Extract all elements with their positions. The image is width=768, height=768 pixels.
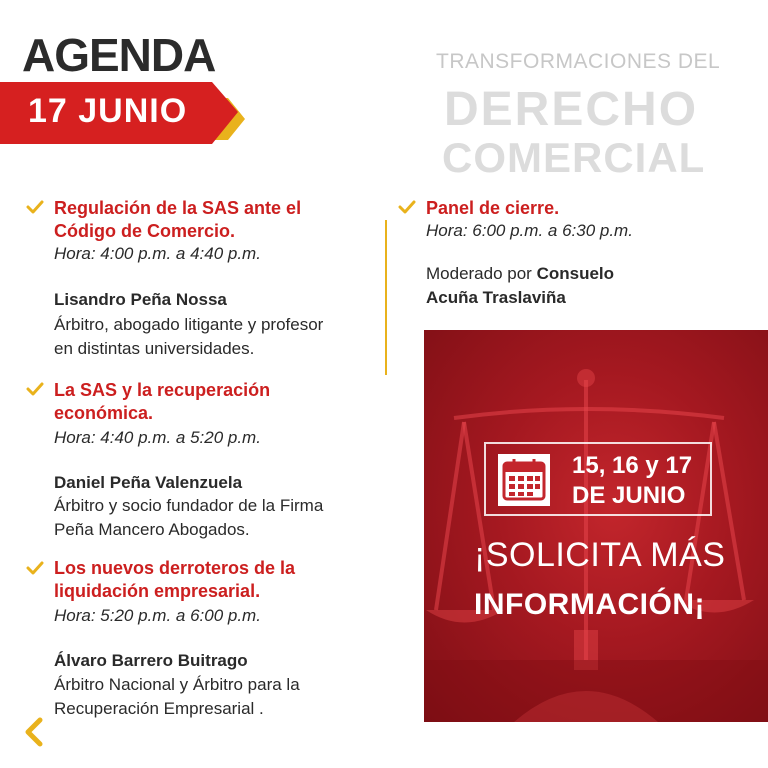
chevron-left-icon[interactable] — [22, 716, 46, 748]
session-title: Regulación de la SAS ante el Código de Comercio. — [54, 198, 302, 241]
session-title: Los nuevos derroteros de la liquidación empresarial. — [54, 558, 296, 601]
cta-line2[interactable]: INFORMACIÓN¡ — [474, 588, 705, 621]
session-time: Hora: 4:40 p.m. a 5:20 p.m. — [54, 428, 261, 447]
scale-of-justice-icon — [424, 330, 768, 722]
calendar-icon — [498, 454, 550, 506]
session-title: Panel de cierre. — [426, 198, 560, 218]
speaker-name: Álvaro Barrero Buitrago — [54, 651, 248, 670]
check-icon — [26, 382, 44, 396]
event-title-line2: COMERCIAL — [442, 134, 706, 181]
check-icon — [26, 561, 44, 575]
session-time: Hora: 4:00 p.m. a 4:40 p.m. — [54, 244, 261, 263]
session-time: Hora: 5:20 p.m. a 6:00 p.m. — [54, 606, 261, 625]
promo-dates-line1: 15, 16 y 17 — [572, 452, 693, 479]
moderator-text: Moderado por Consuelo Acuña Traslaviña — [426, 264, 615, 307]
event-title-line1: DERECHO — [444, 83, 699, 136]
check-icon — [26, 200, 44, 214]
check-icon — [398, 200, 416, 214]
cta-line1[interactable]: ¡SOLICITA MÁS — [474, 536, 726, 574]
date-ribbon-label: 17 JUNIO — [28, 92, 188, 130]
promo-panel[interactable] — [424, 330, 768, 722]
speaker-bio: Árbitro y socio fundador de la Firma Peña Mancero Abogados. — [54, 496, 324, 539]
date-box — [484, 442, 712, 516]
speaker-bio: Árbitro, abogado litigante y profesor en distintas universidades. — [54, 315, 324, 358]
session-time: Hora: 6:00 p.m. a 6:30 p.m. — [426, 221, 633, 240]
column-divider — [385, 220, 387, 375]
speaker-name: Daniel Peña Valenzuela — [54, 473, 243, 492]
promo-dates-line2: DE JUNIO — [572, 482, 686, 509]
speaker-bio: Árbitro Nacional y Árbitro para la Recuperación Empresarial . — [54, 675, 300, 718]
speaker-name: Lisandro Peña Nossa — [54, 290, 227, 309]
agenda-title: AGENDA — [22, 29, 216, 81]
event-subtitle: TRANSFORMACIONES DEL — [436, 50, 721, 73]
session-title: La SAS y la recuperación económica. — [54, 380, 271, 423]
